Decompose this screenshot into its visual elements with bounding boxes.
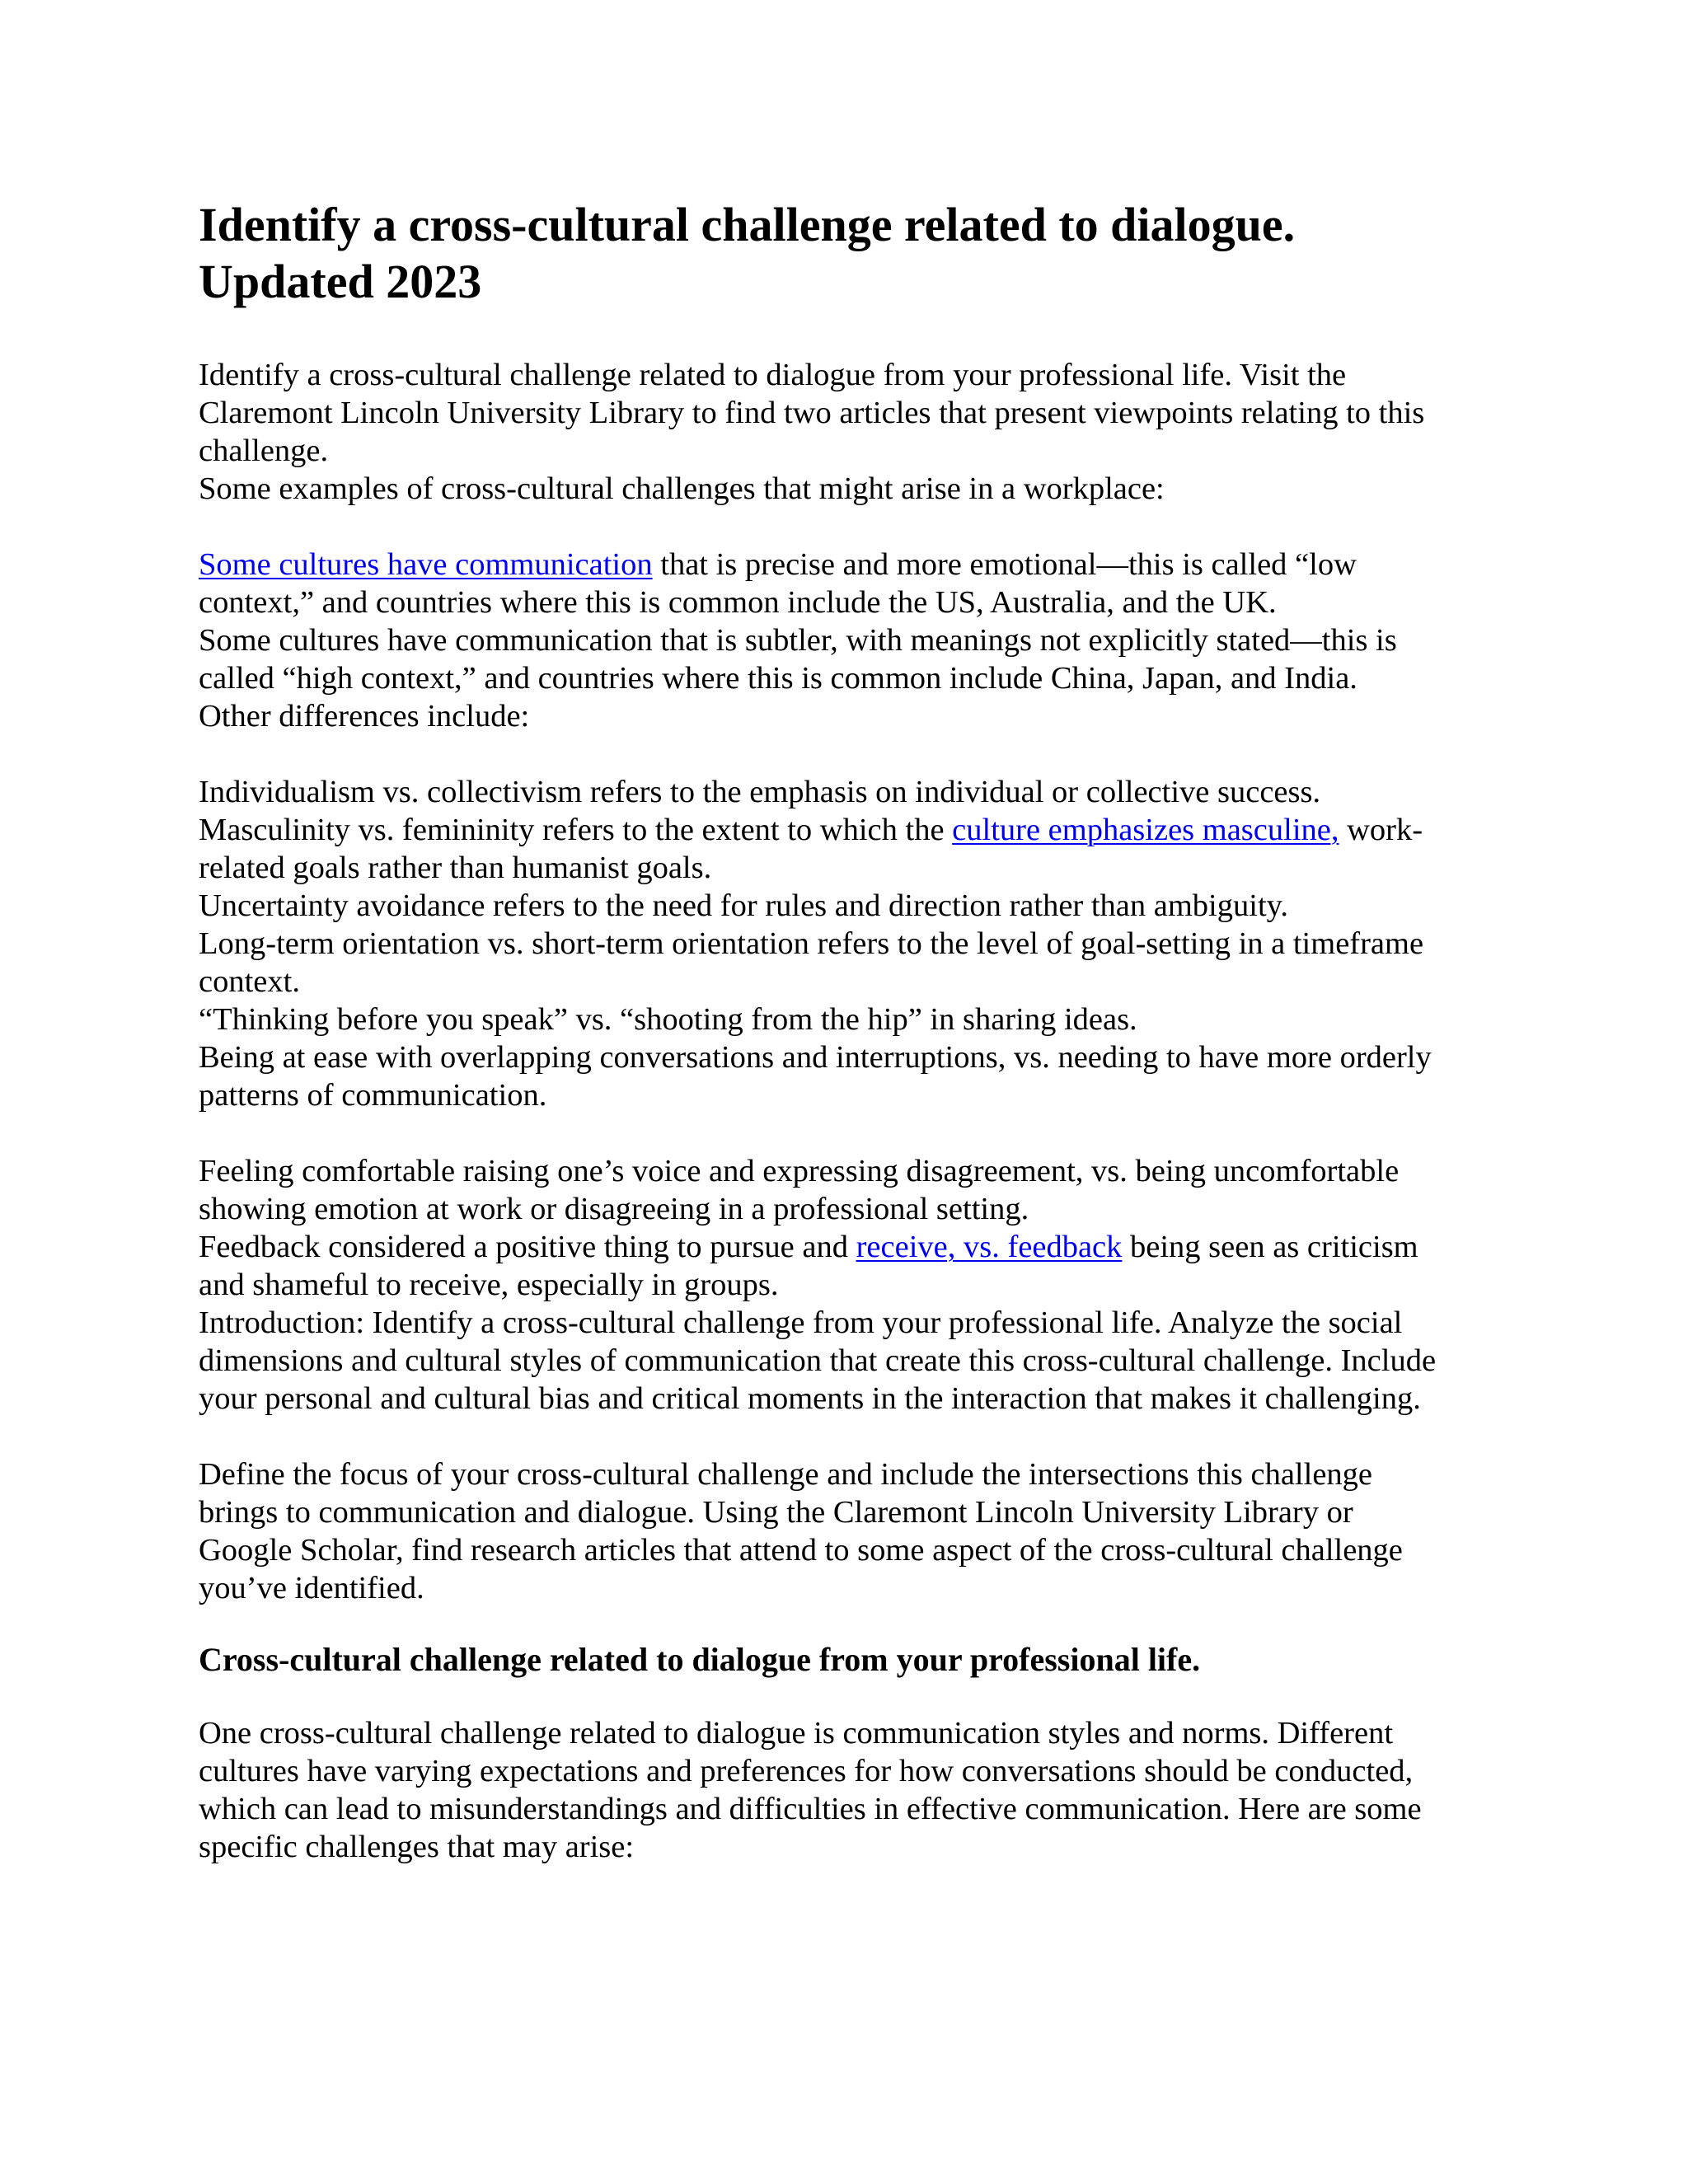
text-segment: Feedback considered a positive thing to pursue and [199,1230,856,1264]
link-receive-vs-feedback[interactable]: receive, vs. feedback [856,1230,1123,1264]
text-line: Being at ease with overlapping conversations and interruptions, vs. needing to have more orderly [199,1040,1432,1075]
text-segment: Masculinity vs. femininity refers to the extent to which the [199,813,953,847]
text-line: challenge. [199,434,329,468]
text-line: related goals rather than humanist goals. [199,851,712,885]
page-title [199,196,1517,310]
text-segment: being seen as criticism [1122,1230,1418,1264]
answer-paragraph [199,1714,1517,1866]
text-line: Introduction: Identify a cross-cultural challenge from your professional life. Analyze the social [199,1305,1403,1340]
text-line: Some cultures have communication that is subtler, with meanings not explicitly stated—this is [199,623,1397,658]
text-line: Claremont Lincoln University Library to find two articles that present viewpoints relating to this [199,396,1425,430]
text-line: brings to communication and dialogue. Using the Claremont Lincoln University Library or [199,1495,1353,1530]
section-heading: Cross-cultural challenge related to dialogue from your professional life. [199,1641,1201,1678]
text-line: and shameful to receive, especially in groups. [199,1268,779,1302]
text-line: Long-term orientation vs. short-term orientation refers to the level of goal-setting in a timeframe [199,926,1424,961]
text-line: Define the focus of your cross-cultural challenge and include the intersections this challenge [199,1457,1372,1492]
text-line [199,1228,1517,1266]
link-culture-emphasizes-masculine[interactable]: culture emphasizes masculine, [952,813,1339,847]
text-line: which can lead to misunderstandings and difficulties in effective communication. Here are some [199,1792,1422,1826]
text-line: Feeling comfortable raising one’s voice and expressing disagreement, vs. being uncomfortable [199,1154,1400,1188]
text-line: patterns of communication. [199,1078,547,1113]
page-title-line-1: Identify a cross-cultural challenge related to dialogue. [199,198,1296,251]
text-segment: work- [1339,813,1423,847]
text-line: showing emotion at work or disagreeing in a professional setting. [199,1192,1029,1226]
link-some-cultures-have-communication[interactable]: Some cultures have communication [199,547,653,582]
text-line: Individualism vs. collectivism refers to the emphasis on individual or collective success. [199,775,1321,809]
text-line: context. [199,964,300,999]
text-line: you’ve identified. [199,1571,424,1605]
text-line: Google Scholar, find research articles that attend to some aspect of the cross-cultural challenge [199,1533,1403,1568]
text-line: One cross-cultural challenge related to dialogue is communication styles and norms. Different [199,1716,1394,1750]
text-line: called “high context,” and countries where this is common include China, Japan, and India. [199,661,1357,696]
document-content [199,196,1517,1866]
text-line [199,546,1517,583]
text-line: context,” and countries where this is common include the US, Australia, and the UK. [199,585,1277,620]
text-line: cultures have varying expectations and preferences for how conversations should be conducted, [199,1754,1414,1788]
text-line: your personal and cultural bias and critical moments in the interaction that makes it challenging. [199,1381,1421,1416]
text-line: Uncertainty avoidance refers to the need for rules and direction rather than ambiguity. [199,888,1289,923]
text-line: Identify a cross-cultural challenge related to dialogue from your professional life. Visit the [199,358,1347,392]
text-segment: that is precise and more emotional—this is called “low [652,547,1357,582]
text-line: “Thinking before you speak” vs. “shooting from the hip” in sharing ideas. [199,1002,1137,1037]
page-title-line-2: Updated 2023 [199,255,482,308]
intro-paragraph [199,356,1517,1607]
text-line [199,811,1517,849]
text-line: Some examples of cross-cultural challenges that might arise in a workplace: [199,471,1165,506]
text-line: specific challenges that may arise: [199,1830,635,1864]
text-line: Other differences include: [199,699,530,733]
text-line: dimensions and cultural styles of communication that create this cross-cultural challenge. Include [199,1343,1437,1378]
